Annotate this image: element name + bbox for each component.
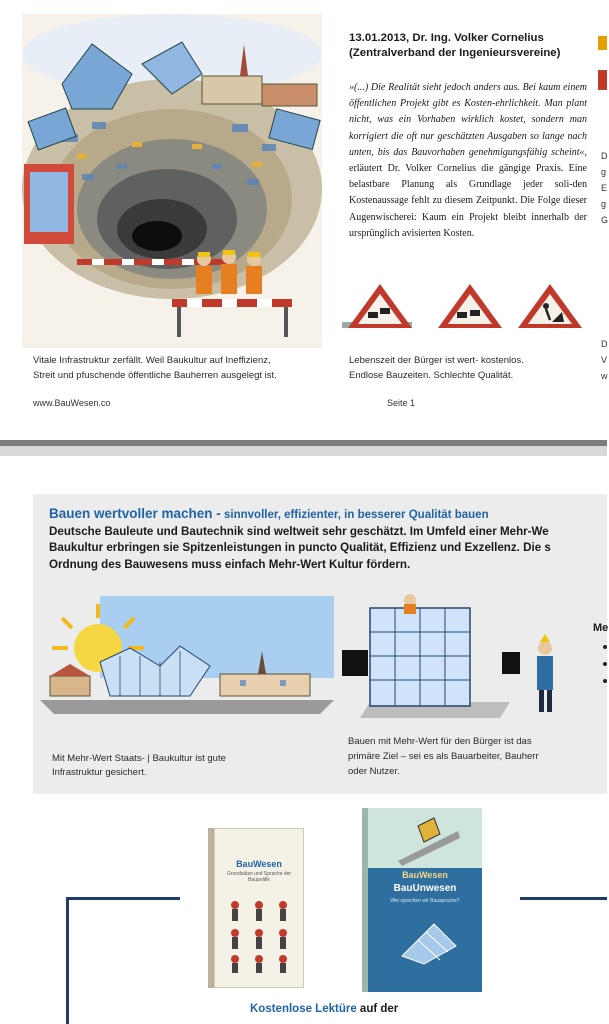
book1-subtitle: Grundsätze und Sprache der Baupolitik bbox=[226, 871, 292, 883]
caption-left-line2: Streit und pfuschende öffentliche Bauherren ausgelegt ist. bbox=[33, 370, 277, 381]
caption2-left-line2: Infrastruktur gesichert. bbox=[52, 767, 147, 778]
bullet-dot bbox=[603, 679, 607, 683]
caption2-left-line1: Mit Mehr-Wert Staats- | Baukultur ist gute bbox=[52, 753, 226, 764]
quote-normal-text: erläutert Dr. Volker Cornelius die gängige Praxis. Eine belastbare Planung als Grundlage jeder soli-den Kostenaussage fehlt zu diesem Zeitpunkt. Die Folge dieser Augenwischerei: Kaum ein Projekt bleibt innerhalb der ursprünglich avisierten Kosten. bbox=[349, 163, 587, 239]
free-reading-suffix: auf der bbox=[356, 1003, 399, 1015]
warning-signs bbox=[340, 282, 590, 338]
edge-letter: D bbox=[601, 151, 608, 161]
edge-letters-low bbox=[601, 336, 608, 384]
edge-letter: w bbox=[601, 371, 608, 381]
section-heading-main: Bauen wertvoller machen - bbox=[49, 506, 221, 521]
intro-paragraph bbox=[49, 524, 609, 573]
edge-letter: E bbox=[601, 183, 608, 193]
footer-url[interactable]: www.BauWesen.co bbox=[33, 398, 111, 408]
edge-letters bbox=[601, 148, 608, 228]
page-number: Seite 1 bbox=[387, 398, 416, 408]
edge-heading-fragment: Me bbox=[593, 622, 609, 634]
edge-sign-fragment-2 bbox=[598, 70, 607, 90]
caption-right-line1: Lebenszeit der Bürger ist wert- kostenlos. bbox=[349, 355, 524, 366]
quote-italic-text: »(...) Die Realität sieht jedoch anders aus. Bei kaum einem öffentlichen Projekt gibt es Kosten-ehrlichkeit. Man plant nicht, was ein Vorhaben wirklich kostet, sondern man korrigiert die oft nur geschätzten Ausgaben so lange nach unten, bis das Bauvorhaben genehmigungsfähig scheint«, bbox=[349, 82, 587, 158]
top-cut-text bbox=[30, 0, 135, 1]
quote-body bbox=[349, 80, 587, 242]
traffic-jam-sign-icon bbox=[342, 284, 412, 328]
free-reading-line bbox=[250, 1003, 398, 1015]
quote-heading bbox=[349, 31, 589, 61]
frame-line-left-vertical bbox=[66, 897, 69, 1024]
book-cover-bauwesen[interactable] bbox=[208, 828, 304, 988]
free-reading-link[interactable]: Kostenlose Lektüre bbox=[250, 1003, 357, 1015]
edge-sign-fragment bbox=[598, 36, 607, 50]
caption2-right-line3: oder Nutzer. bbox=[348, 766, 400, 777]
quote-date-author: 13.01.2013, Dr. Ing. Volker Cornelius bbox=[349, 32, 544, 44]
section-heading bbox=[49, 506, 489, 521]
caption-left-line1: Vitale Infrastruktur zerfällt. Weil Baukultur auf Ineffizienz, bbox=[33, 355, 271, 366]
intro-line: Baukultur erbringen sie Spitzenleistungen in puncto Qualität, Effizienz und Exzellenz. Die s bbox=[49, 541, 551, 555]
caption2-right-line1: Bauen mit Mehr-Wert für den Bürger ist das bbox=[348, 736, 532, 747]
bullet-dot bbox=[603, 662, 607, 666]
book1-title: BauWesen bbox=[236, 859, 282, 869]
section-heading-sub: sinnvoller, effizienter, in besserer Qualität bauen bbox=[220, 509, 489, 521]
edge-letter: g bbox=[601, 167, 607, 177]
document-page-1 bbox=[0, 0, 607, 440]
caption-right-line2: Endlose Bauzeiten. Schlechte Qualität. bbox=[349, 370, 514, 381]
book-cover-bauunwesen[interactable] bbox=[362, 808, 482, 992]
edge-letter: D bbox=[601, 339, 608, 349]
bullet-dot bbox=[603, 645, 607, 649]
roadworks-sign-icon bbox=[518, 284, 582, 328]
intro-line: Ordnung des Bauwesens muss einfach Mehr-Wert Kultur fördern. bbox=[49, 557, 411, 571]
book2-subtitle: Wie sprechen wir Bausprache? bbox=[390, 898, 460, 904]
edge-letter: V bbox=[601, 355, 608, 365]
frame-line-right-top bbox=[520, 897, 607, 900]
page-divider-shadow bbox=[0, 446, 607, 456]
traffic-jam-sign-icon-2 bbox=[438, 284, 502, 328]
frame-line-left-top bbox=[66, 897, 180, 900]
quote-organisation: (Zentralverband der Ingenieursvereine) bbox=[349, 47, 561, 59]
caption2-right-line2: primäre Ziel – sei es als Bauarbeiter, Bauherr bbox=[348, 751, 539, 762]
crater-cartoon-illustration bbox=[22, 14, 322, 348]
edge-letter: G bbox=[601, 215, 609, 225]
book2-title2: BauUnwesen bbox=[393, 883, 457, 894]
sunny-city-illustration bbox=[40, 596, 334, 736]
glass-building-illustration bbox=[340, 590, 590, 730]
edge-letter: g bbox=[601, 199, 607, 209]
intro-line: Deutsche Bauleute und Bautechnik sind weltweit sehr geschätzt. Im Umfeld einer Mehr-We bbox=[49, 525, 549, 538]
book2-title1: BauWesen bbox=[402, 870, 448, 880]
